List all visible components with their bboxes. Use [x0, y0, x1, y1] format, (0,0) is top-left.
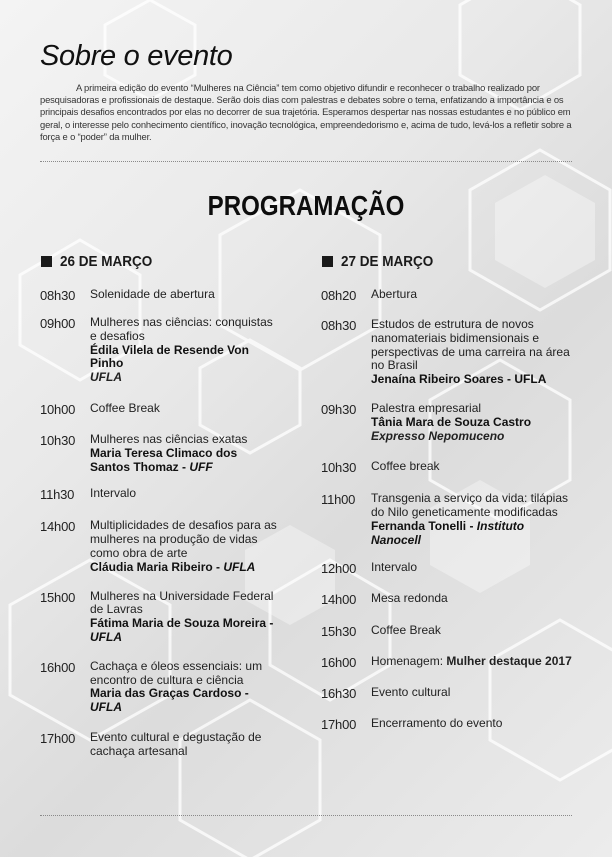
schedule-description — [90, 288, 215, 302]
schedule-description — [371, 717, 502, 731]
schedule-description — [371, 655, 572, 669]
schedule-body — [371, 624, 441, 639]
schedule-body — [371, 288, 417, 303]
day2-header — [322, 253, 444, 270]
schedule-body — [371, 460, 440, 475]
schedule-description — [371, 460, 440, 474]
day1-title: 26 DE MARÇO — [60, 253, 153, 270]
description-text: Intervalo — [90, 486, 137, 501]
speaker-name — [90, 617, 280, 645]
schedule-description — [90, 402, 160, 416]
schedule-body — [90, 402, 160, 417]
schedule-body — [90, 288, 215, 303]
about-title: Sobre o evento — [40, 40, 233, 72]
speaker-name — [371, 416, 531, 430]
description-text: Abertura — [371, 287, 418, 301]
schedule-body — [90, 590, 280, 645]
description-text: Palestra empresarial — [371, 400, 482, 415]
speaker-name — [90, 344, 280, 372]
schedule-time: 08h30 — [40, 288, 76, 303]
schedule-time: 17h00 — [40, 730, 76, 746]
schedule-time: 10h00 — [40, 401, 76, 417]
day1-schedule — [40, 288, 280, 759]
schedule-item — [321, 655, 573, 670]
description-text: Mulheres nas ciências: conquistas e desafios — [90, 315, 273, 343]
schedule-item — [321, 460, 573, 475]
schedule-description — [90, 487, 136, 501]
top-divider — [40, 161, 572, 162]
schedule-time: 17h00 — [321, 716, 357, 732]
schedule-time: 08h20 — [321, 288, 357, 303]
institution: UFLA — [90, 700, 122, 715]
schedule-description — [90, 519, 280, 560]
schedule-item — [321, 318, 573, 387]
institution: UFLA — [223, 559, 256, 574]
schedule-description — [90, 731, 280, 759]
schedule-item — [321, 592, 573, 607]
speaker-text: Fernanda Tonelli - — [371, 518, 477, 533]
speaker-text: Cláudia Maria Ribeiro - — [90, 559, 224, 574]
description-text: Multiplicidades de desafios para as mulheres na produção de vidas como obra de arte — [90, 518, 277, 560]
schedule-description — [371, 592, 448, 606]
schedule-time: 14h00 — [40, 519, 76, 535]
schedule-item — [40, 660, 280, 715]
speaker-name — [90, 447, 280, 475]
speaker-text: Édila Vilela de Resende Von Pinho — [90, 342, 249, 371]
square-bullet-icon — [322, 256, 333, 267]
schedule-description — [90, 590, 280, 618]
schedule-description — [371, 561, 417, 575]
schedule-body — [371, 592, 448, 607]
schedule-item — [40, 519, 280, 574]
schedule-body — [371, 686, 450, 701]
schedule-body — [371, 318, 573, 387]
schedule-item — [40, 316, 280, 385]
schedule-time: 15h00 — [40, 589, 76, 605]
schedule-item — [321, 686, 573, 701]
schedule-item — [321, 492, 573, 547]
description-text: Cachaça e óleos essenciais: um encontro de cultura e ciência — [90, 658, 263, 687]
schedule-time: 16h30 — [321, 685, 357, 701]
schedule-item — [40, 433, 280, 474]
institution: UFF — [189, 459, 213, 474]
schedule-body — [90, 519, 280, 574]
about-text: A primeira edição do evento “Mulheres na Ciência” tem como objetivo difundir e reconhecer o trabalho realizado por pesquisadoras e profissionais de destaque. Serão dois dias com palestras e debates sobre o tema, enfatizando a importância e os principais desafios encontrados por elas no decorrer de sua trajetória. Esperamos despertar nas nossas estudantes e no público em geral, o interesse pelo conhecimento científico, inovação tecnológica, empreendedorismo e, acima de tudo, levá-los a refletir sobre a força e o “poder” da mulher. — [40, 82, 572, 142]
schedule-body — [90, 731, 280, 759]
description-text: Evento cultural e degustação de cachaça artesanal — [90, 729, 262, 758]
schedule-time: 09h30 — [321, 401, 357, 417]
speaker-name — [371, 373, 573, 387]
schedule-item — [40, 731, 280, 759]
day2-title: 27 DE MARÇO — [341, 253, 434, 270]
speaker-text: Fátima Maria de Souza Moreira - — [90, 616, 274, 631]
schedule-body — [90, 487, 136, 502]
schedule-item — [40, 487, 280, 502]
schedule-item — [321, 402, 573, 443]
description-text: Homenagem: — [371, 653, 447, 668]
description-text: Evento cultural — [371, 684, 451, 699]
schedule-item — [40, 590, 280, 645]
schedule-item — [40, 402, 280, 417]
speaker-name — [90, 687, 280, 715]
schedule-time: 14h00 — [321, 591, 357, 607]
schedule-time: 09h00 — [40, 316, 76, 331]
description-text: Estudos de estrutura de novos nanomateriais bidimensionais e perspectivas de uma carreira na área no Brasil — [371, 317, 570, 373]
institution: Expresso Nepomuceno — [371, 428, 505, 443]
description-text: Coffee Break — [371, 622, 441, 637]
schedule-item — [321, 561, 573, 576]
description-text: Intervalo — [371, 559, 418, 574]
schedule-time: 10h30 — [40, 432, 76, 448]
schedule-body — [371, 492, 573, 547]
schedule-time: 11h00 — [321, 492, 356, 508]
description-text: Encerramento do evento — [371, 715, 503, 730]
schedule-item — [40, 288, 280, 303]
schedule-time: 15h30 — [321, 623, 357, 639]
speaker-text: Maria das Graças Cardoso - — [90, 686, 249, 701]
schedule-description — [90, 316, 280, 344]
schedule-body — [371, 561, 417, 576]
schedule-description — [90, 660, 280, 688]
schedule-description — [371, 288, 417, 302]
schedule-description — [371, 492, 573, 520]
description-text: Mulheres na Universidade Federal de Lavras — [90, 588, 274, 617]
schedule-description — [371, 624, 441, 638]
speaker-text: Jenaína Ribeiro Soares - UFLA — [371, 372, 547, 387]
institution: Instituto Nanocell — [371, 518, 525, 547]
schedule-time: 12h00 — [321, 560, 357, 576]
day1-header — [41, 253, 163, 270]
institution: UFLA — [90, 370, 122, 385]
description-text: Solenidade de abertura — [90, 287, 215, 301]
description-text: Mulheres nas ciências exatas — [90, 431, 248, 446]
description-text: Transgenia a serviço da vida: tilápias do Nilo geneticamente modificadas — [371, 491, 568, 520]
schedule-item — [321, 624, 573, 639]
bottom-divider — [40, 815, 572, 816]
schedule-description — [371, 318, 573, 373]
institution: UFLA — [90, 629, 122, 644]
program-title: PROGRAMAÇÃO — [207, 190, 405, 221]
speaker-text: Tânia Mara de Souza Castro — [371, 414, 532, 429]
schedule-body — [90, 660, 280, 715]
schedule-description — [371, 402, 531, 416]
square-bullet-icon — [41, 256, 52, 267]
schedule-body — [90, 316, 280, 385]
schedule-item — [321, 288, 573, 303]
speaker-name — [371, 520, 573, 548]
speaker-text: Maria Teresa Climaco dos Santos Thomaz - — [90, 445, 238, 474]
description-text: Coffee break — [371, 459, 440, 474]
schedule-time: 16h00 — [40, 659, 76, 675]
schedule-time: 11h30 — [40, 487, 75, 503]
speaker-name — [90, 561, 280, 575]
schedule-body — [90, 433, 280, 474]
schedule-time: 10h30 — [321, 460, 357, 476]
schedule-description — [371, 686, 450, 700]
schedule-item — [321, 717, 573, 732]
description-highlight: Mulher destaque 2017 — [446, 653, 572, 668]
schedule-body — [371, 717, 502, 732]
schedule-description — [90, 433, 280, 447]
description-text: Mesa redonda — [371, 590, 448, 605]
schedule-body — [371, 402, 531, 443]
schedule-time: 16h00 — [321, 654, 357, 670]
schedule-body — [371, 655, 572, 670]
description-text: Coffee Break — [90, 400, 160, 415]
day2-schedule — [321, 288, 573, 732]
schedule-time: 08h30 — [321, 318, 357, 333]
